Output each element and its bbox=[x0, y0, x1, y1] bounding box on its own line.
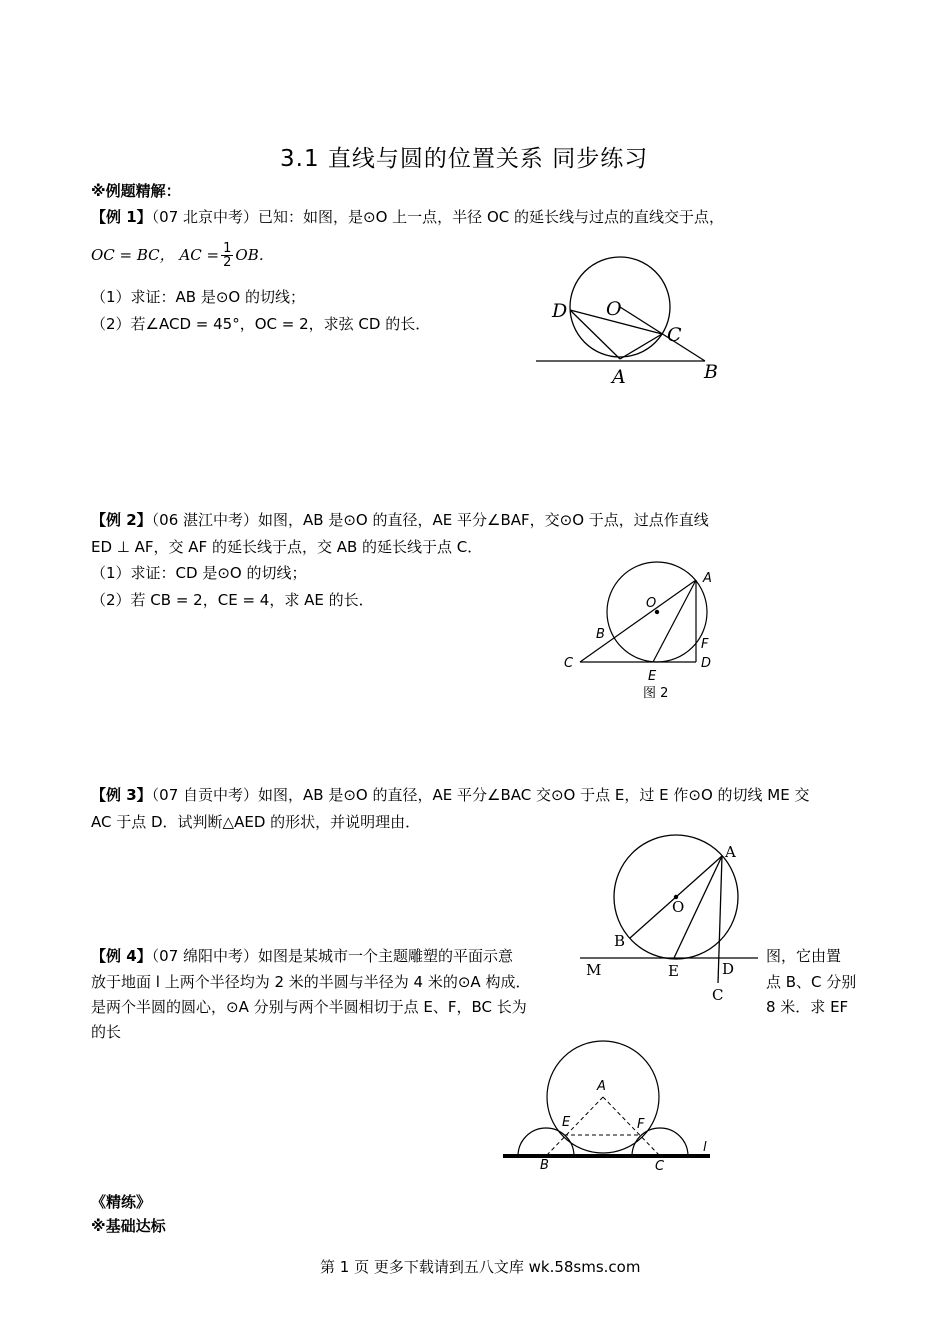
label-c: C bbox=[667, 324, 682, 346]
example-3-line1: 如图，AB 是⊙O 的直径，AE 平分∠BAC 交⊙O 于点 E，过 E 作⊙O 的切线 ME 交 bbox=[258, 786, 810, 804]
example-4-right-text-2: 点 B、C 分别 bbox=[766, 973, 857, 991]
fraction-numerator: 1 bbox=[223, 241, 232, 256]
label-b: B bbox=[704, 361, 718, 383]
example-4-right-text-3: 8 米．求 EF bbox=[766, 998, 849, 1016]
example-4-line2: 放于地面 l 上两个半径均为 2 米的半圆与半径为 4 米的⊙A 构成． bbox=[91, 973, 531, 991]
label-b: B bbox=[540, 1158, 549, 1173]
example-4-figure bbox=[498, 1038, 718, 1178]
label-o: O bbox=[672, 898, 685, 916]
condition-ac-left: AC = bbox=[179, 246, 220, 264]
example-3-label: 【例 3】 bbox=[91, 786, 152, 804]
label-d: D bbox=[552, 300, 568, 322]
label-f: F bbox=[701, 637, 709, 652]
label-o: O bbox=[646, 596, 657, 611]
example-1-figure bbox=[530, 255, 730, 395]
example-4-source: （07 绵阳中考） bbox=[151, 947, 259, 965]
page-footer: 第 1 页 更多下载请到五八文库 wk.58sms.com bbox=[320, 1258, 641, 1276]
example-2-source: （06 湛江中考） bbox=[151, 511, 259, 529]
label-e: E bbox=[562, 1115, 571, 1130]
example-2-figure bbox=[560, 560, 730, 705]
label-e: E bbox=[648, 669, 657, 684]
line-ca bbox=[580, 580, 696, 662]
chord-ac bbox=[620, 334, 662, 359]
example-1-question-1: （1）求证：AB 是⊙O 的切线； bbox=[91, 288, 306, 306]
basic-heading: ※基础达标 bbox=[91, 1217, 166, 1235]
example-1-statement bbox=[91, 207, 724, 227]
example-4-line3: 是两个半圆的圆心，⊙A 分别与两个半圆相切于点 E、F，BC 长为 bbox=[91, 998, 527, 1016]
label-l: l bbox=[703, 1140, 707, 1155]
example-2-question-2: （2）若 CB = 2，CE = 4，求 AE 的长． bbox=[91, 591, 374, 609]
example-4-label: 【例 4】 bbox=[91, 947, 152, 965]
example-1-conditions bbox=[91, 235, 274, 275]
section-examples-heading: ※例题精解： bbox=[91, 182, 181, 200]
label-a: A bbox=[703, 571, 712, 586]
label-c: C bbox=[655, 1159, 665, 1174]
practice-heading: 《精练》 bbox=[91, 1193, 152, 1211]
fraction-one-half bbox=[221, 242, 233, 269]
example-2-question-1: （1）求证：CD 是⊙O 的切线； bbox=[91, 564, 307, 582]
label-d: D bbox=[701, 656, 712, 671]
label-b: B bbox=[614, 932, 626, 950]
label-a: A bbox=[612, 366, 626, 388]
label-c: C bbox=[712, 986, 724, 1004]
example-4-line1: 如图是某城市一个主题雕塑的平面示意 bbox=[258, 947, 514, 965]
example-3-statement bbox=[91, 785, 809, 805]
example-4-right-text-1: 图，它由置 bbox=[766, 947, 842, 965]
left-semicircle bbox=[518, 1128, 574, 1156]
page-title: 3.1 直线与圆的位置关系 同步练习 bbox=[280, 146, 649, 172]
example-1-label: 【例 1】 bbox=[91, 208, 152, 226]
example-2-line1: 如图，AB 是⊙O 的直径，AE 平分∠BAF，交⊙O 于点，过点作直线 bbox=[258, 511, 709, 529]
example-2-label: 【例 2】 bbox=[91, 511, 152, 529]
fraction-denominator: 2 bbox=[223, 255, 232, 270]
label-f: F bbox=[637, 1117, 645, 1132]
example-1-question-2: （2）若∠ACD = 45°，OC = 2，求弦 CD 的长． bbox=[91, 315, 431, 333]
example-2-line2: ED ⊥ AF，交 AF 的延长线于点，交 AB 的延长线于点 C． bbox=[91, 538, 483, 556]
example-3-figure bbox=[580, 838, 760, 1008]
example-1-source: （07 北京中考） bbox=[151, 208, 259, 226]
label-a: A bbox=[725, 843, 736, 861]
example-4-statement bbox=[91, 946, 513, 966]
label-e: E bbox=[668, 962, 679, 980]
label-b: B bbox=[596, 627, 605, 642]
figure-caption: 图 2 bbox=[643, 686, 669, 701]
line-ob bbox=[620, 307, 705, 361]
dashed-ac bbox=[603, 1097, 660, 1156]
example-4-line4: 的长 bbox=[91, 1023, 122, 1041]
label-a: A bbox=[597, 1079, 606, 1094]
dashed-ab bbox=[546, 1097, 603, 1156]
label-d: D bbox=[722, 960, 735, 978]
example-1-line1: 已知：如图，是⊙O 上一点，半径 OC 的延长线与过点的直线交于点， bbox=[258, 208, 724, 226]
example-2-statement bbox=[91, 510, 709, 530]
right-semicircle bbox=[632, 1128, 688, 1156]
example-3-source: （07 自贡中考） bbox=[151, 786, 259, 804]
label-o: O bbox=[606, 298, 622, 320]
label-m: M bbox=[586, 961, 602, 979]
condition-ac-right: OB． bbox=[235, 246, 274, 264]
example-3-line2: AC 于点 D．试判断△AED 的形状，并说明理由． bbox=[91, 813, 421, 831]
label-c: C bbox=[564, 656, 574, 671]
condition-oc-bc: OC = BC， bbox=[91, 246, 175, 264]
